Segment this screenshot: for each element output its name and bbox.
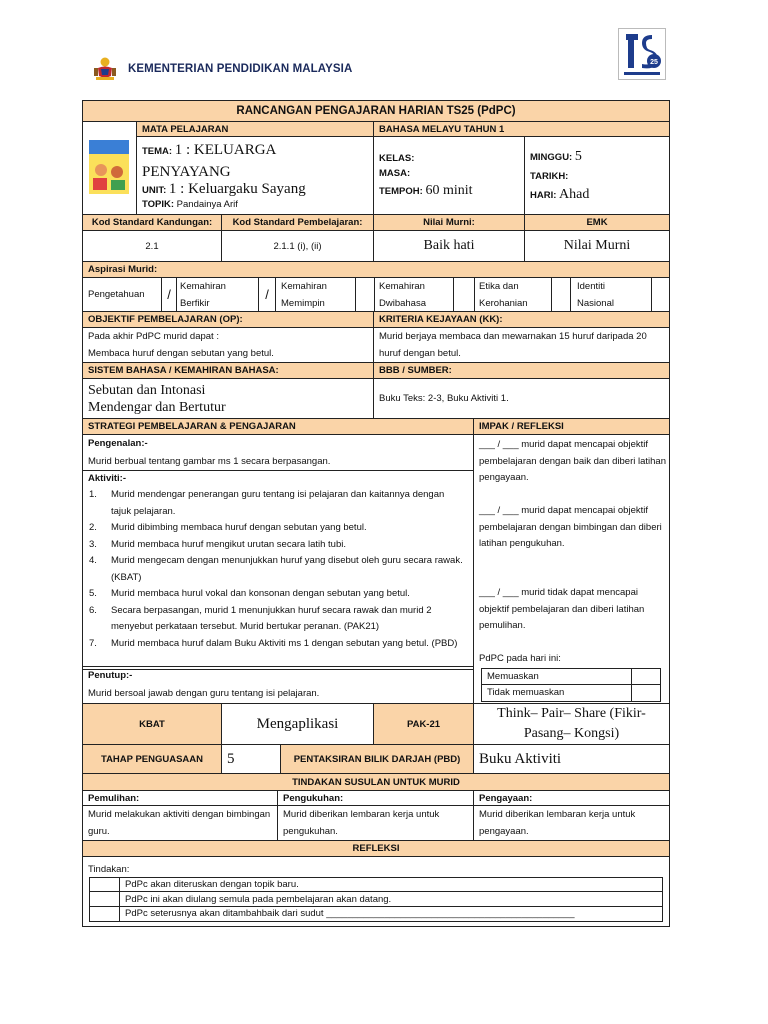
- refleksi-check-2[interactable]: [90, 892, 120, 907]
- nilai-murni-label: Nilai Murni:: [373, 214, 525, 231]
- aspirasi-item-dwibahasa: Kemahiran Dwibahasa: [379, 281, 426, 309]
- impak-para-1: ___ / ___ murid dapat mencapai objektif pembelajaran dengan baik dan diberi latihan pengayaan.: [479, 439, 666, 483]
- pengayaan-text: Murid diberikan lembaran kerja untuk pengayaan.: [473, 805, 670, 841]
- topik-value: Pandainya Arif: [176, 199, 238, 210]
- strategi-content: [82, 434, 474, 670]
- minggu-label: MINGGU:: [530, 152, 573, 163]
- subject-label: BAHASA MELAYU TAHUN 1: [373, 121, 670, 137]
- ts25-logo-icon: [618, 28, 666, 80]
- pemulihan-label: Pemulihan:: [82, 790, 278, 806]
- aktiviti-step: 2. Murid dibimbing membaca huruf dengan sebutan yang betul.: [89, 522, 367, 533]
- ministry-name: KEMENTERIAN PENDIDIKAN MALAYSIA: [128, 63, 353, 75]
- nilai-murni-value: Baik hati: [373, 230, 525, 262]
- aspirasi-check-3[interactable]: [453, 278, 475, 311]
- tempoh-value: 60 minit: [425, 183, 473, 198]
- bbb-content: Buku Teks: 2-3, Buku Aktiviti 1.: [373, 378, 670, 419]
- aktiviti-step: 7. Murid membaca huruf dalam Buku Aktiviti ms 1 dengan sebutan yang betul. (PBD): [89, 637, 458, 649]
- tema-unit-cell: [136, 136, 374, 215]
- tema-row: TEMA: 1 : KELUARGA PENYAYANG: [142, 142, 276, 180]
- textbook-cover: [82, 121, 137, 215]
- aspirasi-item-identiti: Identiti Nasional: [577, 281, 614, 309]
- form-title: RANCANGAN PENGAJARAN HARIAN TS25 (PdPC): [82, 100, 670, 122]
- tindakan-susulan-label: TINDAKAN SUSULAN UNTUK MURID: [82, 773, 670, 791]
- pengukuhan-label: Pengukuhan:: [277, 790, 474, 806]
- aktiviti-step: 6. Secara berpasangan, murid 1 menunjukkan huruf secara rawak dan murid 2 menyebut perkataan tersebut. Murid bertukar peranan. (PAK21): [89, 604, 432, 632]
- aspirasi-check-4[interactable]: [551, 278, 571, 311]
- aspirasi-item-berfikir: Kemahiran Berfikir: [180, 281, 226, 309]
- unit-row: UNIT: 1 : Keluargaku Sayang: [142, 181, 306, 197]
- hari-label: HARI:: [530, 190, 557, 201]
- aktiviti-step: 3. Murid membaca huruf mengikut urutan secara latih tubi.: [89, 538, 346, 550]
- impak-para-2: ___ / ___ murid dapat mencapai objektif pembelajaran dengan bimbingan dan diberi latihan pengukuhan.: [479, 505, 662, 549]
- tindakan-label: Tindakan:: [88, 864, 130, 875]
- aspirasi-row: [82, 277, 670, 312]
- aspirasi-label: Aspirasi Murid:: [82, 261, 670, 278]
- pbd-label: PENTAKSIRAN BILIK DARJAH (PBD): [280, 744, 474, 774]
- tahap-label: TAHAP PENGUASAAN: [82, 744, 222, 774]
- kriteria-content: Murid berjaya membaca dan mewarnakan 15 huruf daripada 20 huruf dengan betul.: [373, 327, 670, 363]
- kelas-masa-cell: [373, 136, 525, 215]
- aspirasi-item-memimpin: Kemahiran Memimpin: [281, 281, 327, 309]
- pengenalan-text: Murid berbual tentang gambar ms 1 secara berpasangan.: [88, 456, 331, 467]
- pdpc-opt-tidak: Tidak memuaskan: [482, 685, 632, 701]
- aspirasi-check-5[interactable]: [651, 278, 670, 311]
- aktiviti-list: [83, 487, 465, 652]
- impak-content: [473, 434, 670, 704]
- sistem-line2: Mendengar dan Bertutur: [88, 400, 226, 415]
- pdpc-check-tidak[interactable]: [632, 685, 661, 701]
- kbat-value: Mengaplikasi: [221, 703, 374, 745]
- sistem-line1: Sebutan dan Intonasi: [88, 383, 206, 398]
- penutup-label: Penutup:-: [88, 670, 133, 681]
- refleksi-opt-2: PdPc ini akan diulang semula pada pembelajaran akan datang.: [120, 892, 662, 907]
- strategi-label: STRATEGI PEMBELAJARAN & PENGAJARAN: [82, 418, 474, 435]
- pbd-value: Buku Aktiviti: [473, 744, 670, 774]
- kelas-label: KELAS:: [379, 153, 415, 164]
- objektif-line1: Pada akhir PdPC murid dapat :: [88, 331, 219, 342]
- pdpc-check-memuaskan[interactable]: [632, 669, 661, 685]
- aspirasi-item-pengetahuan: Pengetahuan: [88, 289, 145, 300]
- aspirasi-item-etika: Etika dan Kerohanian: [479, 281, 528, 309]
- aspirasi-check-1[interactable]: /: [258, 278, 276, 311]
- objektif-label: OBJEKTIF PEMBELAJARAN (OP):: [82, 311, 374, 328]
- aktiviti-step: 5. Murid membaca hurul vokal dan konsonan dengan sebutan yang betul.: [89, 588, 410, 599]
- svg-text:25: 25: [650, 59, 658, 66]
- pemulihan-text: Murid melakukan aktiviti dengan bimbingan guru.: [82, 805, 278, 841]
- tempoh-label: TEMPOH:: [379, 186, 423, 197]
- refleksi-content: [82, 856, 670, 927]
- pdpc-label: PdPC pada hari ini:: [479, 653, 561, 664]
- ksk-label: Kod Standard Kandungan:: [82, 214, 222, 231]
- hari-value: Ahad: [559, 187, 590, 202]
- tema-value: 1 : KELUARGA PENYAYANG: [142, 142, 276, 180]
- pdpc-options: [481, 668, 661, 702]
- pengukuhan-text: Murid diberikan lembaran kerja untuk pengukuhan.: [277, 805, 474, 841]
- textbook-cover-icon: [83, 122, 137, 215]
- aspirasi-check-0[interactable]: /: [161, 278, 177, 311]
- impak-label: IMPAK / REFLEKSI: [473, 418, 670, 435]
- refleksi-opt-3: PdPc seterusnya akan ditambahbaik dari sudut _______________________________________________: [125, 908, 575, 919]
- topik-row: TOPIK: Pandainya Arif: [142, 199, 238, 210]
- pak21-value: Think– Pair– Share (Fikir-Pasang– Kongsi): [473, 703, 670, 745]
- objektif-content: [82, 327, 374, 363]
- unit-value: 1 : Keluargaku Sayang: [168, 181, 306, 197]
- pak21-label: PAK-21: [373, 703, 474, 745]
- sistem-label: SISTEM BAHASA / KEMAHIRAN BAHASA:: [82, 362, 374, 379]
- minggu-value: 5: [574, 149, 582, 164]
- ksk-value: 2.1: [82, 230, 222, 262]
- penutup-text: Murid bersoal jawab dengan guru tentang isi pelajaran.: [88, 688, 320, 699]
- refleksi-opt-1: PdPc akan diteruskan dengan topik baru.: [120, 878, 662, 892]
- masa-label: MASA:: [379, 168, 411, 179]
- pengayaan-label: Pengayaan:: [473, 790, 670, 806]
- refleksi-options: [89, 877, 663, 922]
- sistem-content: [82, 378, 374, 419]
- objektif-line2: Membaca huruf dengan sebutan yang betul.: [88, 347, 274, 359]
- refleksi-check-3[interactable]: [90, 907, 120, 921]
- aktiviti-label: Aktiviti:-: [88, 473, 126, 484]
- aktiviti-step: 1. Murid mendengar penerangan guru tentang isi pelajaran dan kaitannya dengan tajuk pelajaran.: [89, 489, 445, 517]
- minggu-cell: [524, 136, 670, 215]
- ksp-value: 2.1.1 (i), (ii): [221, 230, 374, 262]
- refleksi-label: REFLEKSI: [82, 840, 670, 857]
- ministry-crest-icon: [92, 56, 118, 82]
- tarikh-label: TARIKH:: [530, 171, 569, 182]
- refleksi-check-1[interactable]: [90, 878, 120, 892]
- aspirasi-check-2[interactable]: [355, 278, 375, 311]
- emk-label: EMK: [524, 214, 670, 231]
- impak-para-3: ___ / ___ murid tidak dapat mencapai objektif pembelajaran dan diberi latihan pemulihan.: [479, 587, 645, 631]
- bbb-label: BBB / SUMBER:: [373, 362, 670, 379]
- kriteria-label: KRITERIA KEJAYAAN (KK):: [373, 311, 670, 328]
- aktiviti-step: 4. Murid mengecam dengan menunjukkan huruf yang disebut oleh guru secara rawak. (KBAT): [89, 555, 463, 583]
- kbat-label: KBAT: [82, 703, 222, 745]
- ksp-label: Kod Standard Pembelajaran:: [221, 214, 374, 231]
- penutup-content: [82, 666, 474, 704]
- tahap-value: 5: [221, 744, 281, 774]
- emk-value: Nilai Murni: [524, 230, 670, 262]
- pengenalan-label: Pengenalan:-: [88, 438, 148, 449]
- mata-pelajaran-label: MATA PELAJARAN: [136, 121, 374, 137]
- pdpc-opt-memuaskan: Memuaskan: [482, 669, 632, 685]
